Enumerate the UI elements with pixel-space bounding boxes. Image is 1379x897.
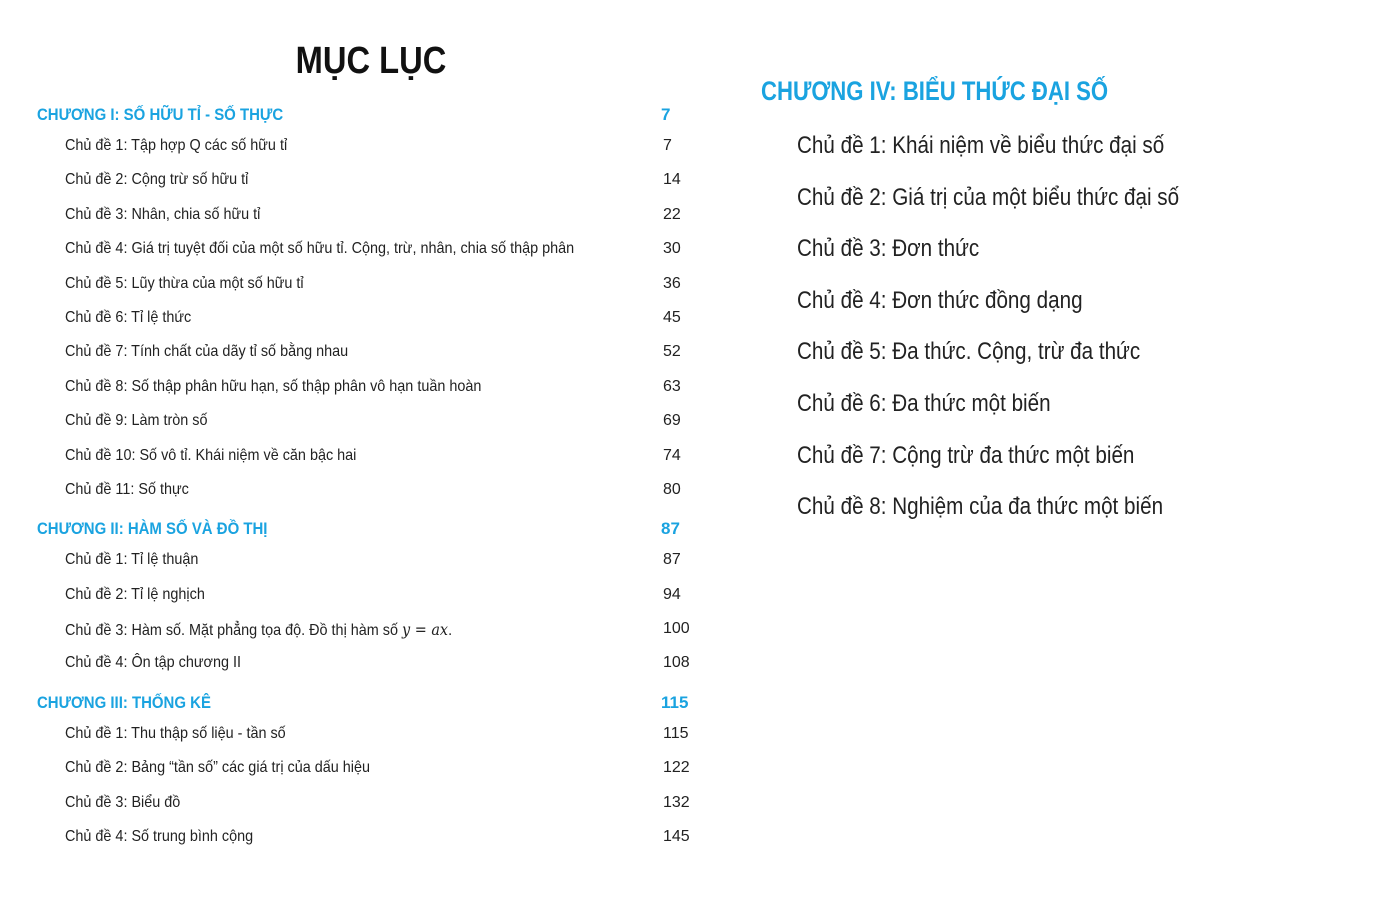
toc-entry[interactable]	[37, 646, 697, 680]
entry-page: 74	[663, 446, 681, 464]
toc-entry[interactable]: Chủ đề 6: Đa thức một biến	[797, 389, 1051, 417]
entry-page: 145	[663, 828, 690, 846]
chapter-title: CHƯƠNG I: SỐ HỮU TỈ - SỐ THỰC	[37, 105, 284, 124]
entry-page: 87	[663, 551, 681, 569]
toc-right	[761, 132, 1361, 545]
entry-label: Chủ đề 10: Số vô tỉ. Khái niệm về căn bậc hai	[65, 446, 357, 464]
entry-page: 63	[663, 377, 681, 395]
entry-page: 30	[663, 240, 681, 258]
entry-label: Chủ đề 1: Tập hợp Q các số hữu tỉ	[65, 137, 288, 154]
entry-label: Chủ đề 5: Lũy thừa của một số hữu tỉ	[65, 274, 304, 292]
entry-label: Chủ đề 2: Bảng “tần số” các giá trị của dấu hiệu	[65, 759, 370, 777]
entry-page: 100	[663, 620, 690, 638]
entry-page: 7	[663, 137, 672, 154]
entry-page: 122	[663, 759, 690, 777]
chapter-heading[interactable]: CHƯƠNG IV: BIỂU THỨC ĐẠI SỐ	[761, 76, 1109, 106]
toc-entry[interactable]	[37, 335, 697, 369]
toc-entry[interactable]: Chủ đề 5: Đa thức. Cộng, trừ đa thức	[797, 338, 1141, 366]
chapter-heading[interactable]	[37, 691, 697, 717]
entry-label: Chủ đề 7: Tính chất của dãy tỉ số bằng nhau	[65, 343, 349, 361]
entry-page: 132	[663, 793, 690, 811]
entry-label: Chủ đề 11: Số thực	[65, 480, 189, 498]
entry-label: Chủ đề 2: Tỉ lệ nghịch	[65, 585, 205, 603]
entry-label	[65, 620, 452, 640]
entry-label: Chủ đề 3: Nhân, chia số hữu tỉ	[65, 205, 261, 223]
toc-entry[interactable]	[37, 232, 697, 266]
entry-label: Chủ đề 8: Số thập phân hữu hạn, số thập phân vô hạn tuần hoàn	[65, 377, 482, 395]
entry-page: 52	[663, 343, 681, 361]
math-formula: y = ax	[401, 620, 449, 640]
entry-page: 14	[663, 171, 681, 189]
toc-entry[interactable]	[37, 578, 697, 612]
entry-page: 94	[663, 585, 681, 603]
toc-entry[interactable]: Chủ đề 3: Đơn thức	[797, 235, 980, 263]
toc-left	[37, 103, 697, 854]
toc-entry[interactable]	[37, 404, 697, 438]
entry-label-tail: .	[448, 622, 453, 640]
entry-page: 36	[663, 274, 681, 292]
toc-entry[interactable]: Chủ đề 1: Khái niệm về biểu thức đại số	[797, 132, 1165, 159]
entry-label: Chủ đề 6: Tỉ lệ thức	[65, 308, 192, 326]
entry-label: Chủ đề 4: Ôn tập chương II	[65, 654, 241, 672]
chapter-title: CHƯƠNG II: HÀM SỐ VÀ ĐỒ THỊ	[37, 519, 268, 539]
entry-page: 22	[663, 205, 681, 223]
entry-page: 80	[663, 480, 681, 498]
right-column	[761, 76, 1361, 545]
toc-entry[interactable]	[37, 820, 697, 854]
toc-entry[interactable]	[37, 129, 697, 163]
entry-label: Chủ đề 1: Thu thập số liệu - tần số	[65, 724, 286, 742]
entry-page: 108	[663, 654, 690, 672]
chapter-page: 7	[661, 105, 671, 124]
toc-entry[interactable]	[37, 612, 697, 646]
chapter-heading[interactable]	[37, 103, 697, 129]
toc-entry[interactable]	[37, 198, 697, 232]
page-title: MỤC LỤC	[295, 40, 447, 82]
entry-label: Chủ đề 1: Tỉ lệ thuận	[65, 551, 199, 569]
entry-label: Chủ đề 2: Cộng trừ số hữu tỉ	[65, 171, 249, 189]
toc-entry[interactable]	[37, 301, 697, 335]
chapter-title: CHƯƠNG III: THỐNG KÊ	[37, 692, 211, 712]
entry-page: 69	[663, 412, 681, 430]
toc-entry[interactable]	[37, 751, 697, 785]
entry-label: Chủ đề 3: Biểu đồ	[65, 793, 181, 811]
entry-page: 115	[663, 724, 689, 742]
toc-entry[interactable]: Chủ đề 2: Giá trị của một biểu thức đại số	[797, 183, 1180, 211]
toc-entry[interactable]	[37, 786, 697, 820]
entry-label: Chủ đề 4: Giá trị tuyệt đối của một số hữu tỉ. Cộng, trừ, nhân, chia số thập phân	[65, 240, 575, 258]
toc-entry[interactable]	[37, 439, 697, 473]
toc-entry[interactable]	[37, 473, 697, 507]
toc-entry[interactable]: Chủ đề 8: Nghiệm của đa thức một biến	[797, 493, 1164, 521]
entry-page: 45	[663, 308, 681, 326]
chapter-page: 115	[661, 692, 689, 712]
entry-label-text: Chủ đề 3: Hàm số. Mặt phẳng tọa độ. Đồ thị hàm số	[65, 622, 402, 640]
entry-label: Chủ đề 4: Số trung bình cộng	[65, 828, 254, 846]
entry-label: Chủ đề 9: Làm tròn số	[65, 412, 208, 430]
toc-entry[interactable]	[37, 163, 697, 197]
toc-entry[interactable]	[37, 370, 697, 404]
toc-entry[interactable]	[37, 267, 697, 301]
toc-entry[interactable]: Chủ đề 4: Đơn thức đồng dạng	[797, 286, 1083, 314]
chapter-page: 87	[661, 519, 680, 539]
toc-entry[interactable]: Chủ đề 7: Cộng trừ đa thức một biến	[797, 441, 1135, 469]
toc-entry[interactable]	[37, 543, 697, 577]
toc-entry[interactable]	[37, 717, 697, 751]
chapter-heading[interactable]	[37, 517, 697, 543]
